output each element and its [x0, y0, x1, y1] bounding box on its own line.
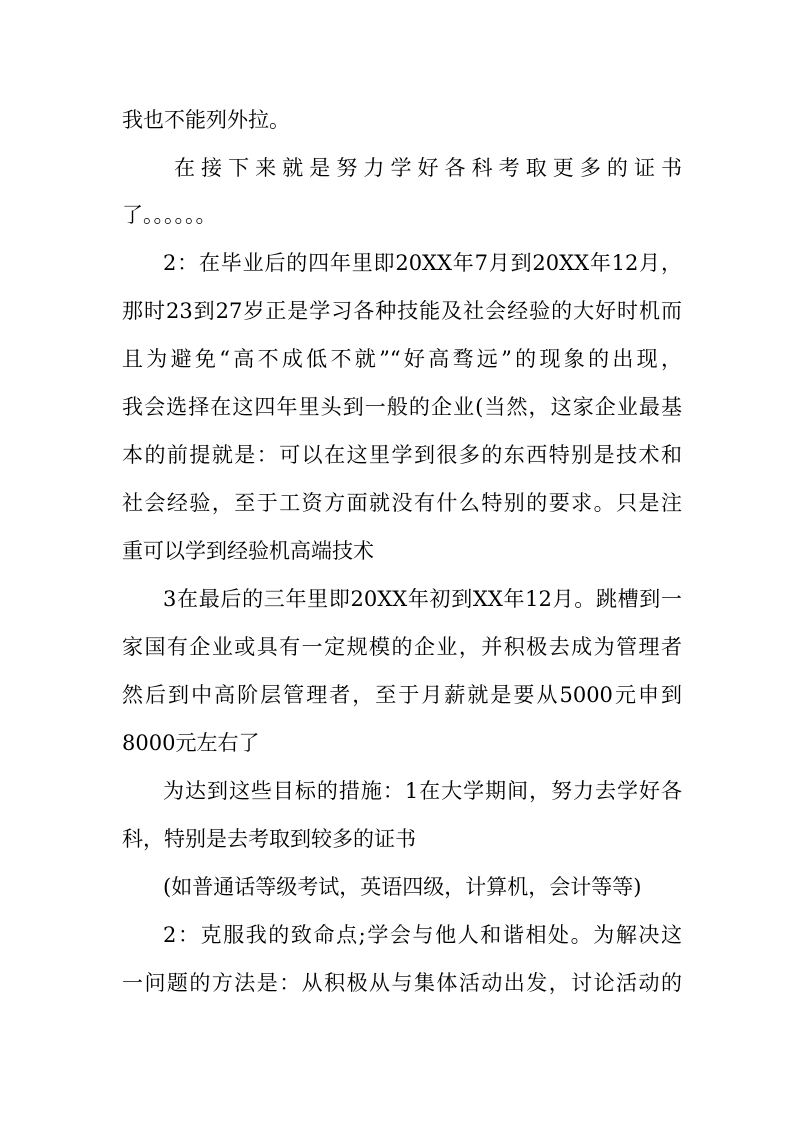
paragraph-line-15: 为达到这些目标的措施：1在大学期间，努力去学好各: [163, 779, 682, 803]
paragraph-line-11: 3在最后的三年里即20XX年初到XX年12月。跳槽到一: [163, 587, 682, 611]
paragraph-line-16: 科，特别是去考取到较多的证书: [122, 827, 416, 851]
paragraph-line-6: 且为避免“高不成低不就”“好高骛远”的现象的出现，: [122, 347, 682, 371]
paragraph-line-17: (如普通话等级考试，英语四级，计算机，会计等等): [163, 875, 642, 899]
paragraph-line-2: 在接下来就是努力学好各科考取更多的证书: [174, 156, 682, 180]
paragraph-line-10: 重可以学到经验机高端技术: [122, 539, 374, 563]
paragraph-line-7: 我会选择在这四年里头到一般的企业(当然，这家企业最基: [122, 395, 682, 419]
paragraph-line-5: 那时23到27岁正是学习各种技能及社会经验的大好时机而: [122, 299, 682, 323]
paragraph-line-4: 2：在毕业后的四年里即20XX年7月到20XX年12月，: [163, 251, 682, 275]
paragraph-line-12: 家国有企业或具有一定规模的企业，并积极去成为管理者: [122, 635, 682, 659]
paragraph-line-14: 8000元左右了: [122, 731, 260, 755]
paragraph-line-19: 一问题的方法是：从积极从与集体活动出发，讨论活动的: [122, 971, 682, 995]
paragraph-line-8: 本的前提就是：可以在这里学到很多的东西特别是技术和: [122, 443, 682, 467]
paragraph-line-9: 社会经验，至于工资方面就没有什么特别的要求。只是注: [122, 491, 682, 515]
paragraph-line-13: 然后到中高阶层管理者，至于月薪就是要从5000元申到: [122, 683, 682, 707]
paragraph-line-3: 了。。。。。。: [122, 203, 217, 227]
paragraph-line-1: 我也不能列外拉。: [122, 108, 290, 132]
paragraph-line-18: 2：克服我的致命点;学会与他人和谐相处。为解决这: [163, 923, 682, 947]
